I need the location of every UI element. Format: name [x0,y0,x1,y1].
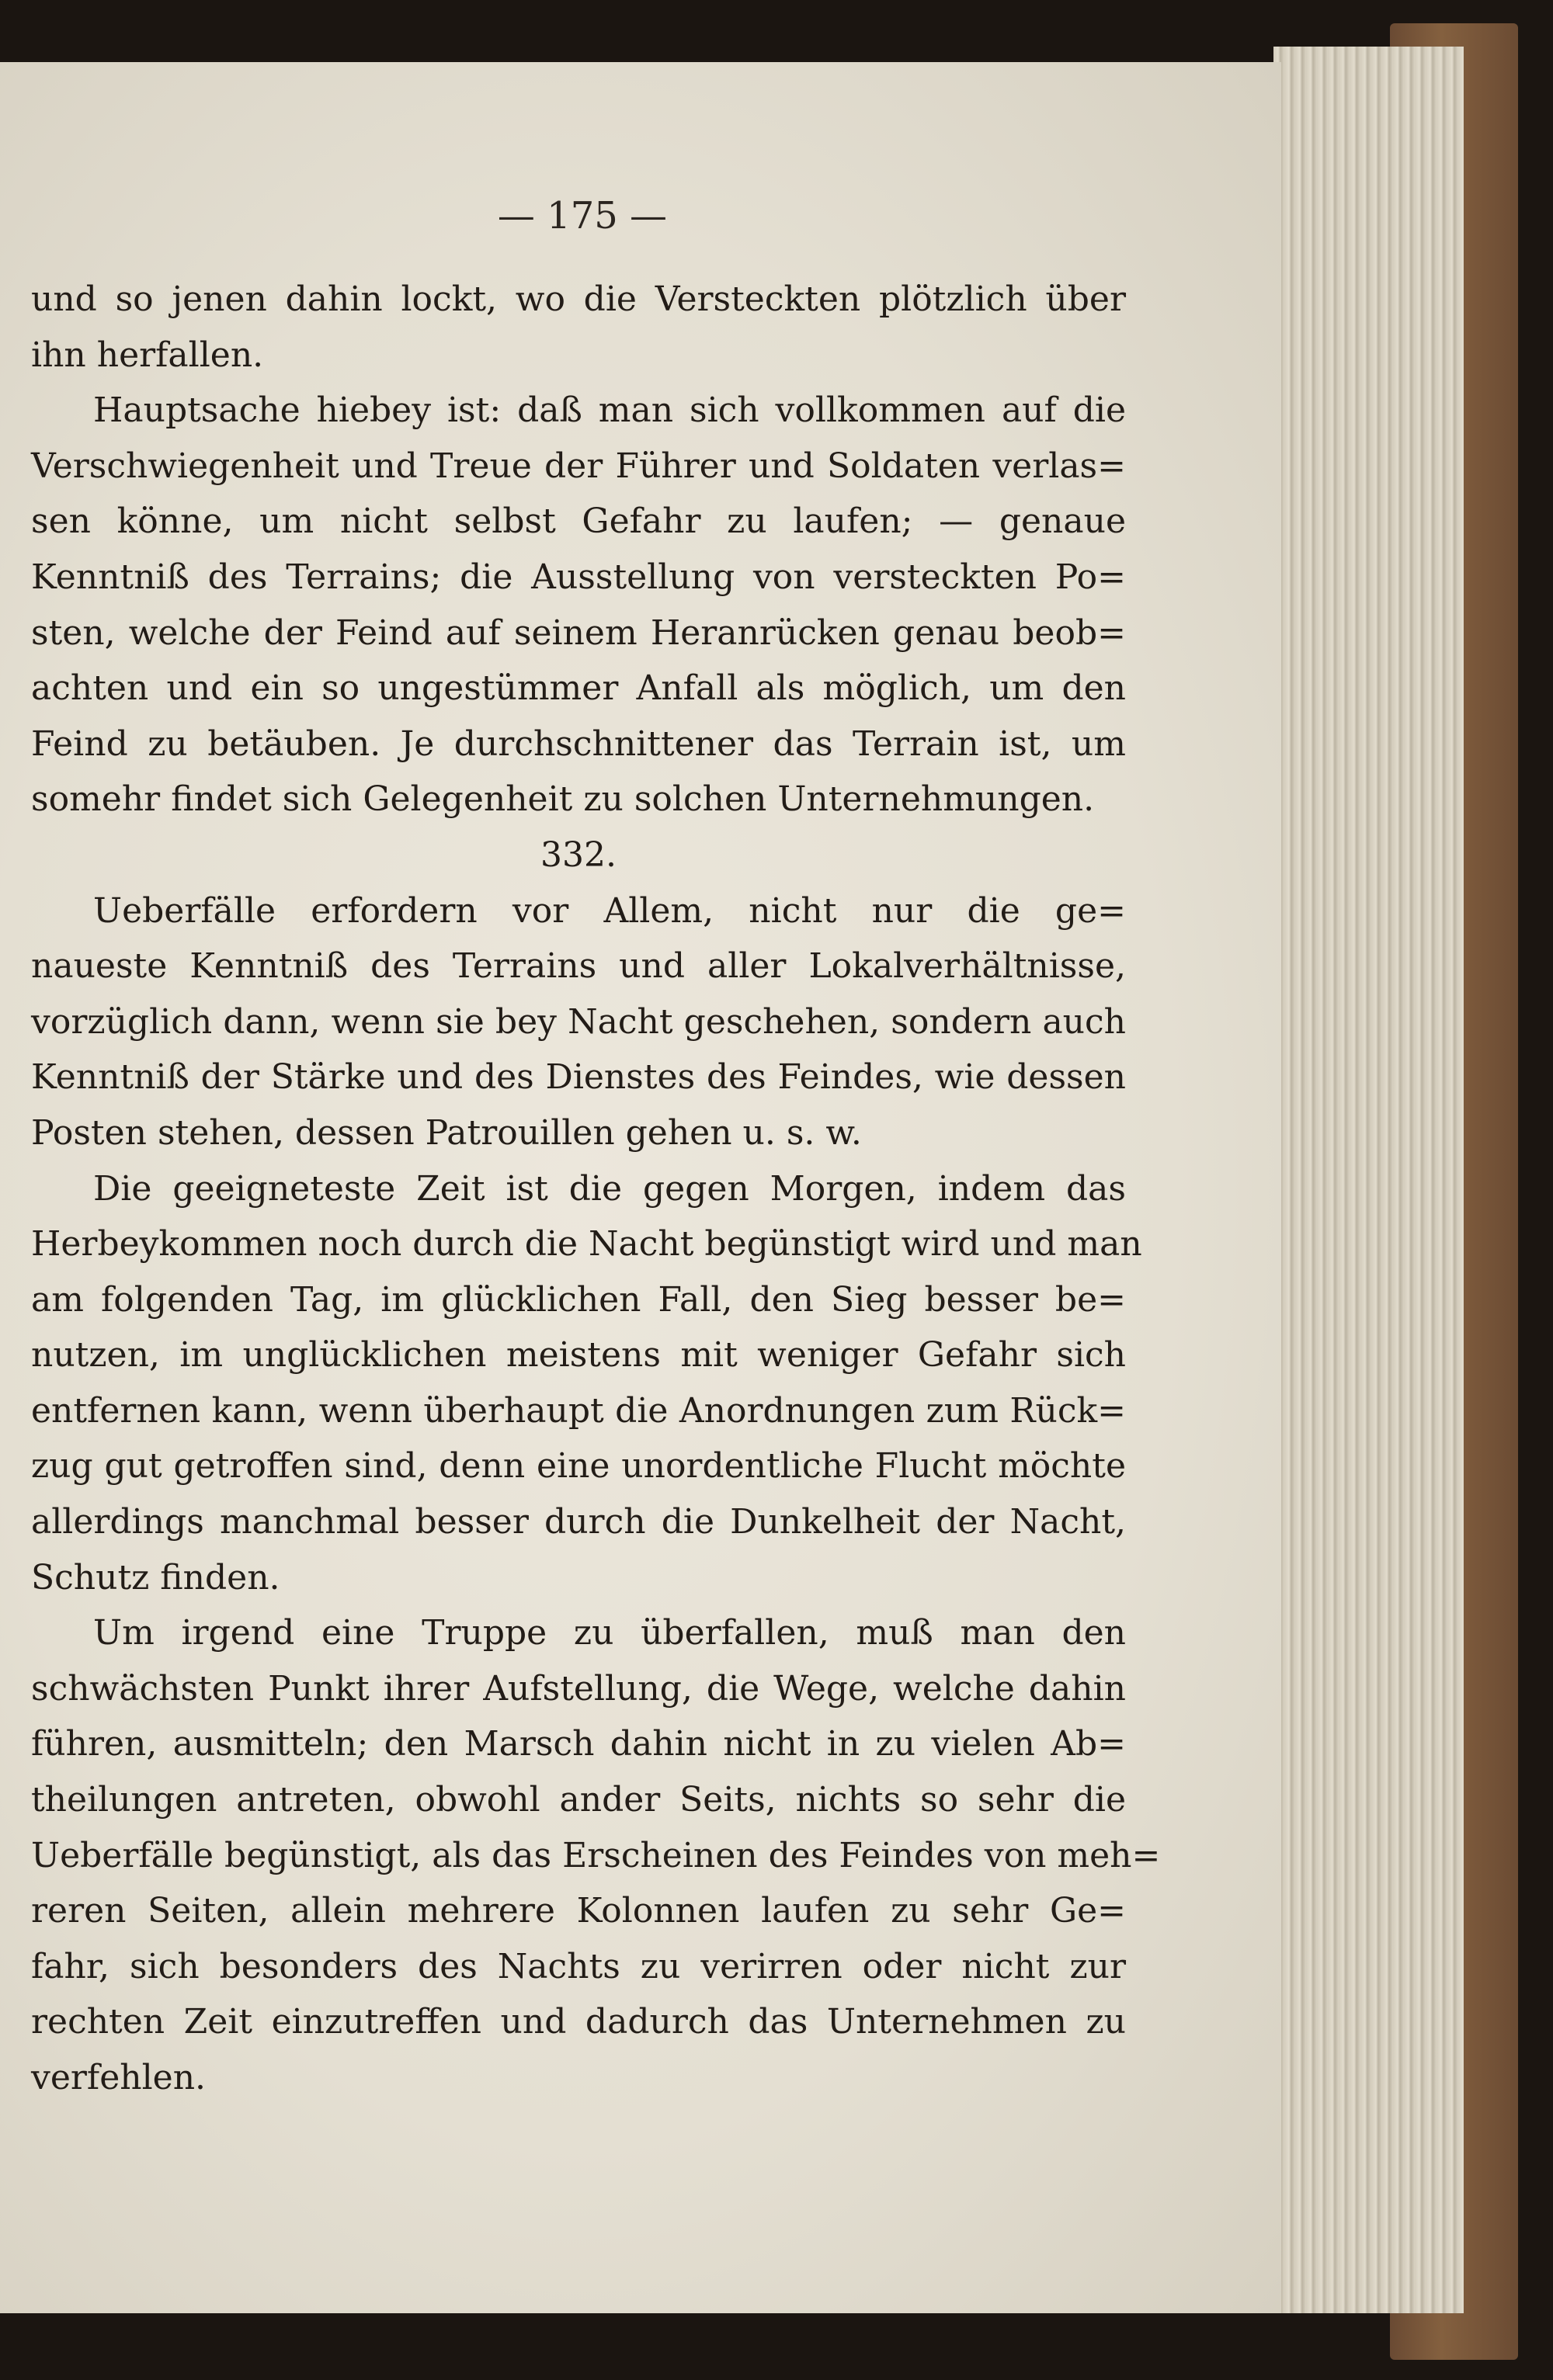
text-line: Hauptsache hiebey ist: daß man sich vollkommen auf die [93,390,1126,431]
section-number: 332. [540,834,617,875]
text-line: schwächsten Punkt ihrer Aufstellung, die Wege, welche dahin [31,1668,1126,1709]
text-line: Schutz finden. [31,1557,280,1598]
body-text [31,272,1161,2106]
text-line: Ueberfälle erfordern vor Allem, nicht nur die ge= [93,890,1126,931]
text-line: ihn herfallen. [31,335,264,375]
text-line: reren Seiten, allein mehrere Kolonnen laufen zu sehr Ge= [31,1891,1126,1931]
text-line: Herbeykommen noch durch die Nacht begünstigt wird und man [31,1224,1142,1265]
text-line: Um irgend eine Truppe zu überfallen, muß man den [93,1613,1126,1653]
page-number-header: — 175 — [497,194,668,238]
text-line: Kenntniß der Stärke und des Dienstes des Feindes, wie dessen [31,1057,1126,1098]
text-line: sten, welche der Feind auf seinem Heranrücken genau beob= [31,612,1126,653]
text-line: achten und ein so ungestümmer Anfall als möglich, um den [31,668,1126,709]
text-line: theilungen antreten, obwohl ander Seits, nichts so sehr die [31,1780,1126,1820]
text-line: Verschwiegenheit und Treue der Führer und Soldaten verlas= [31,446,1126,486]
text-line: rechten Zeit einzutreffen und dadurch das Unternehmen zu [31,2002,1126,2042]
text-line: somehr findet sich Gelegenheit zu solchen Unternehmungen. [31,779,1095,820]
text-line: Kenntniß des Terrains; die Ausstellung von versteckten Po= [31,557,1126,597]
text-line: verfehlen. [31,2058,207,2097]
page-edges [1273,47,1464,2313]
text-line: entfernen kann, wenn überhaupt die Anordnungen zum Rück= [31,1390,1126,1431]
text-line: Die geeigneteste Zeit ist die gegen Morgen, indem das [93,1168,1126,1209]
text-line: und so jenen dahin lockt, wo die Versteckten plötzlich über [31,279,1126,319]
text-line: vorzüglich dann, wenn sie bey Nacht geschehen, sondern auch [31,1001,1126,1042]
text-line: naueste Kenntniß des Terrains und aller Lokalverhältnisse, [31,946,1126,987]
text-line: sen könne, um nicht selbst Gefahr zu laufen; — genaue [31,501,1126,542]
text-line: Feind zu betäuben. Je durchschnittener das Terrain ist, um [31,723,1126,764]
text-line: allerdings manchmal besser durch die Dunkelheit der Nacht, [31,1502,1126,1542]
text-line: zug gut getroffen sind, denn eine unordentliche Flucht möchte [31,1446,1126,1487]
text-line: fahr, sich besonders des Nachts zu verirren oder nicht zur [31,1946,1126,1986]
text-line: führen, ausmitteln; den Marsch dahin nicht in zu vielen Ab= [31,1724,1126,1764]
text-line: Posten stehen, dessen Patrouillen gehen u. s. w. [31,1112,862,1153]
text-line: nutzen, im unglücklichen meistens mit weniger Gefahr sich [31,1335,1126,1376]
text-line: Ueberfälle begünstigt, als das Erscheinen des Feindes von meh= [31,1835,1161,1875]
text-line: am folgenden Tag, im glücklichen Fall, den Sieg besser be= [31,1279,1126,1320]
